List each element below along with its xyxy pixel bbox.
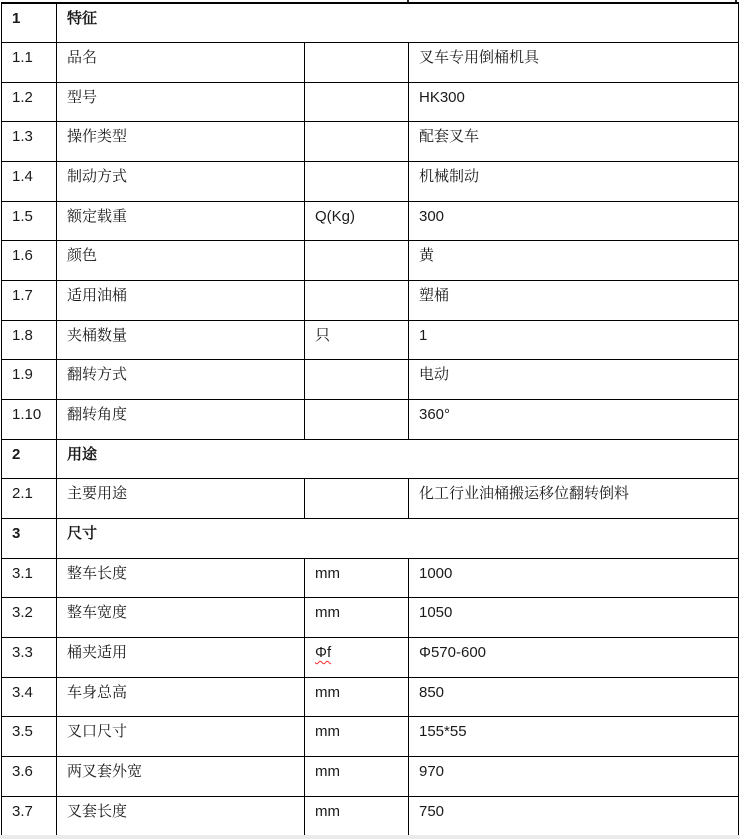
spec-label-cell: 叉口尺寸	[57, 717, 305, 757]
spec-value-cell: Φ570-600	[409, 638, 739, 678]
spec-value-cell: 黄	[409, 241, 739, 281]
spec-label-cell: 翻转方式	[57, 360, 305, 400]
spec-row	[2, 241, 739, 281]
spellcheck-underline-text: Φf	[315, 644, 332, 661]
row-number-cell: 1.4	[2, 162, 57, 202]
row-number-cell: 2	[2, 439, 57, 479]
spec-unit-cell	[305, 281, 409, 321]
spec-row	[2, 677, 739, 717]
spec-row	[2, 162, 739, 202]
section-row	[2, 519, 739, 559]
spec-row	[2, 717, 739, 757]
row-number-cell: 2.1	[2, 479, 57, 519]
spec-unit-cell: Q(Kg)	[305, 201, 409, 241]
spec-label-cell: 夹桶数量	[57, 320, 305, 360]
spec-label-cell: 整车宽度	[57, 598, 305, 638]
spec-row	[2, 201, 739, 241]
spec-value-cell: 叉车专用倒桶机具	[409, 43, 739, 83]
row-number-cell: 1.6	[2, 241, 57, 281]
spec-label-cell: 型号	[57, 82, 305, 122]
row-number-cell: 3.4	[2, 677, 57, 717]
spec-unit-cell: mm	[305, 558, 409, 598]
spec-row	[2, 281, 739, 321]
row-number-cell: 3.2	[2, 598, 57, 638]
spec-unit-cell: mm	[305, 717, 409, 757]
spec-value-cell: 电动	[409, 360, 739, 400]
spec-value-cell: 1	[409, 320, 739, 360]
spec-unit-cell: mm	[305, 756, 409, 796]
row-number-cell: 1.9	[2, 360, 57, 400]
spec-label-cell: 桶夹适用	[57, 638, 305, 678]
row-number-cell: 1.8	[2, 320, 57, 360]
spec-unit-cell: mm	[305, 677, 409, 717]
spec-label-cell: 整车长度	[57, 558, 305, 598]
spec-unit-cell	[305, 122, 409, 162]
spec-label-cell: 颜色	[57, 241, 305, 281]
section-title-cell: 特征	[57, 3, 739, 43]
spec-unit-cell	[305, 82, 409, 122]
page-edge	[0, 835, 740, 839]
row-number-cell: 1	[2, 3, 57, 43]
spec-row	[2, 479, 739, 519]
section-title-cell: 用途	[57, 439, 739, 479]
spec-row	[2, 43, 739, 83]
spec-row	[2, 796, 739, 836]
spec-row	[2, 320, 739, 360]
spec-value-cell: 300	[409, 201, 739, 241]
spec-value-cell: 750	[409, 796, 739, 836]
spec-label-cell: 品名	[57, 43, 305, 83]
row-number-cell: 3.7	[2, 796, 57, 836]
row-number-cell: 1.10	[2, 400, 57, 440]
spec-row	[2, 82, 739, 122]
spec-value-cell: 155*55	[409, 717, 739, 757]
spec-row	[2, 756, 739, 796]
row-number-cell: 3.5	[2, 717, 57, 757]
row-number-cell: 1.5	[2, 201, 57, 241]
row-number-cell: 3.3	[2, 638, 57, 678]
spec-label-cell: 适用油桶	[57, 281, 305, 321]
spec-label-cell: 操作类型	[57, 122, 305, 162]
spec-value-cell: 塑桶	[409, 281, 739, 321]
spec-row	[2, 360, 739, 400]
row-number-cell: 1.7	[2, 281, 57, 321]
spec-unit-cell	[305, 400, 409, 440]
row-number-cell: 1.1	[2, 43, 57, 83]
spec-value-cell: 化工行业油桶搬运移位翻转倒料	[409, 479, 739, 519]
spec-value-cell: 970	[409, 756, 739, 796]
spec-unit-cell: mm	[305, 796, 409, 836]
spec-label-cell: 制动方式	[57, 162, 305, 202]
row-number-cell: 3	[2, 519, 57, 559]
spec-value-cell: 机械制动	[409, 162, 739, 202]
spec-label-cell: 两叉套外宽	[57, 756, 305, 796]
spec-label-cell: 主要用途	[57, 479, 305, 519]
spec-unit-cell: mm	[305, 598, 409, 638]
spec-table-body	[2, 3, 739, 836]
spec-unit-cell	[305, 241, 409, 281]
row-number-cell: 1.3	[2, 122, 57, 162]
spec-value-cell: 360°	[409, 400, 739, 440]
spec-value-cell: 1000	[409, 558, 739, 598]
spec-label-cell: 额定载重	[57, 201, 305, 241]
spec-unit-cell	[305, 479, 409, 519]
spec-row	[2, 558, 739, 598]
row-number-cell: 1.2	[2, 82, 57, 122]
spec-unit-cell: 只	[305, 320, 409, 360]
spec-unit-cell	[305, 162, 409, 202]
row-number-cell: 3.6	[2, 756, 57, 796]
spec-row	[2, 400, 739, 440]
spec-value-cell: 配套叉车	[409, 122, 739, 162]
section-row	[2, 439, 739, 479]
spec-row	[2, 122, 739, 162]
spec-value-cell: 850	[409, 677, 739, 717]
spec-value-cell: HK300	[409, 82, 739, 122]
spec-unit-cell	[305, 638, 409, 678]
spec-row	[2, 598, 739, 638]
row-number-cell: 3.1	[2, 558, 57, 598]
spec-label-cell: 车身总高	[57, 677, 305, 717]
spec-unit-cell	[305, 360, 409, 400]
spec-value-cell: 1050	[409, 598, 739, 638]
section-title-cell: 尺寸	[57, 519, 739, 559]
spec-label-cell: 翻转角度	[57, 400, 305, 440]
spec-unit-cell	[305, 43, 409, 83]
spec-label-cell: 叉套长度	[57, 796, 305, 836]
section-row	[2, 3, 739, 43]
spec-table	[1, 2, 739, 836]
spec-row	[2, 638, 739, 678]
